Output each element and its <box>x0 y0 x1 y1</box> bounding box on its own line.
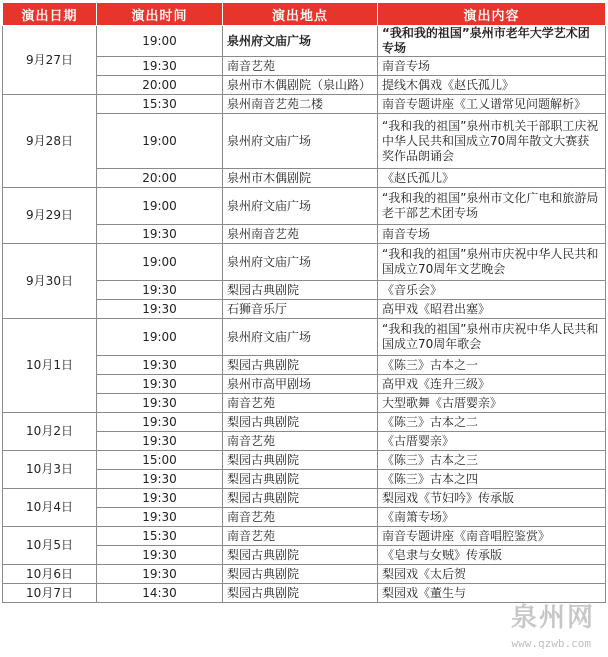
venue-cell: 南音艺苑 <box>223 57 378 76</box>
program-cell: 《陈三》古本之四 <box>378 470 606 489</box>
venue-cell: 泉州府文庙广场 <box>223 114 378 169</box>
time-cell: 19:30 <box>97 375 223 394</box>
watermark-url: www.qzwb.com <box>511 637 591 650</box>
header-time: 演出时间 <box>97 3 223 26</box>
time-cell: 19:30 <box>97 57 223 76</box>
date-cell: 9月29日 <box>3 188 97 244</box>
time-cell: 19:30 <box>97 281 223 300</box>
venue-cell: 梨园古典剧院 <box>223 451 378 470</box>
table-row <box>3 489 606 508</box>
date-cell: 9月27日 <box>3 26 97 95</box>
date-cell: 10月3日 <box>3 451 97 489</box>
venue-cell: 泉州市木偶剧院 <box>223 169 378 188</box>
program-cell: 梨园戏《董生与 <box>378 584 606 603</box>
date-cell: 10月7日 <box>3 584 97 603</box>
time-cell: 19:00 <box>97 26 223 57</box>
program-cell: 高甲戏《昭君出塞》 <box>378 300 606 319</box>
program-cell: 高甲戏《连升三级》 <box>378 375 606 394</box>
table-row <box>3 319 606 356</box>
time-cell: 19:00 <box>97 188 223 225</box>
time-cell: 19:30 <box>97 508 223 527</box>
program-cell: 南音专题讲座《工乂谱常见问题解析》 <box>378 95 606 114</box>
venue-cell: 梨园古典剧院 <box>223 281 378 300</box>
table-row <box>3 95 606 114</box>
venue-cell: 泉州南音艺苑 <box>223 225 378 244</box>
time-cell: 19:30 <box>97 300 223 319</box>
watermark-logo: 泉州网 <box>510 603 595 633</box>
venue-cell: 梨园古典剧院 <box>223 356 378 375</box>
venue-cell: 泉州府文庙广场 <box>223 319 378 356</box>
date-cell: 9月30日 <box>3 244 97 319</box>
time-cell: 19:30 <box>97 432 223 451</box>
header-date: 演出日期 <box>3 3 97 26</box>
program-cell: 提线木偶戏《赵氏孤儿》 <box>378 76 606 95</box>
time-cell: 20:00 <box>97 76 223 95</box>
program-cell: “我和我的祖国”泉州市老年大学艺术团专场 <box>378 26 606 57</box>
program-cell: 大型歌舞《古厝婴亲》 <box>378 394 606 413</box>
venue-cell: 南音艺苑 <box>223 394 378 413</box>
header-row <box>3 3 606 26</box>
venue-cell: 梨园古典剧院 <box>223 546 378 565</box>
date-cell: 10月5日 <box>3 527 97 565</box>
program-cell: 南音专题讲座《南音唱腔鉴赏》 <box>378 527 606 546</box>
program-cell: 《陈三》古本之二 <box>378 413 606 432</box>
time-cell: 19:30 <box>97 565 223 584</box>
table-row <box>3 451 606 470</box>
venue-cell: 梨园古典剧院 <box>223 470 378 489</box>
table-row <box>3 26 606 57</box>
program-cell: 梨园戏《太后贺 <box>378 565 606 584</box>
schedule-body <box>3 26 606 603</box>
venue-cell: 南音艺苑 <box>223 527 378 546</box>
venue-cell: 梨园古典剧院 <box>223 413 378 432</box>
date-cell: 10月6日 <box>3 565 97 584</box>
program-cell: 南音专场 <box>378 57 606 76</box>
program-cell: 《赵氏孤儿》 <box>378 169 606 188</box>
program-cell: “我和我的祖国”泉州市机关干部职工庆祝中华人民共和国成立70周年散文大赛获奖作品朗诵会 <box>378 114 606 169</box>
time-cell: 15:30 <box>97 527 223 546</box>
date-cell: 10月1日 <box>3 319 97 413</box>
time-cell: 19:00 <box>97 319 223 356</box>
time-cell: 15:30 <box>97 95 223 114</box>
date-cell: 9月28日 <box>3 95 97 188</box>
table-row <box>3 527 606 546</box>
venue-cell: 泉州府文庙广场 <box>223 26 378 57</box>
venue-cell: 泉州府文庙广场 <box>223 188 378 225</box>
site-watermark <box>485 603 605 654</box>
program-cell: “我和我的祖国”泉州市庆祝中华人民共和国成立70周年歌会 <box>378 319 606 356</box>
program-cell: “我和我的祖国”泉州市庆祝中华人民共和国成立70周年文艺晚会 <box>378 244 606 281</box>
header-program: 演出内容 <box>378 3 606 26</box>
venue-cell: 南音艺苑 <box>223 508 378 527</box>
time-cell: 15:00 <box>97 451 223 470</box>
program-cell: 《南箫专场》 <box>378 508 606 527</box>
venue-cell: 泉州南音艺苑二楼 <box>223 95 378 114</box>
time-cell: 19:30 <box>97 394 223 413</box>
schedule-table <box>2 2 606 603</box>
time-cell: 19:00 <box>97 114 223 169</box>
venue-cell: 泉州府文庙广场 <box>223 244 378 281</box>
table-row <box>3 413 606 432</box>
time-cell: 19:30 <box>97 356 223 375</box>
date-cell: 10月4日 <box>3 489 97 527</box>
venue-cell: 泉州市木偶剧院（泉山路） <box>223 76 378 95</box>
table-row <box>3 565 606 584</box>
time-cell: 19:30 <box>97 470 223 489</box>
program-cell: 南音专场 <box>378 225 606 244</box>
program-cell: “我和我的祖国”泉州市文化广电和旅游局老干部艺术团专场 <box>378 188 606 225</box>
venue-cell: 石狮音乐厅 <box>223 300 378 319</box>
venue-cell: 泉州市高甲剧场 <box>223 375 378 394</box>
program-cell: 《古厝婴亲》 <box>378 432 606 451</box>
time-cell: 19:00 <box>97 244 223 281</box>
time-cell: 14:30 <box>97 584 223 603</box>
time-cell: 19:30 <box>97 546 223 565</box>
program-cell: 《陈三》古本之三 <box>378 451 606 470</box>
venue-cell: 南音艺苑 <box>223 432 378 451</box>
venue-cell: 梨园古典剧院 <box>223 584 378 603</box>
program-cell: 梨园戏《节妇吟》传承版 <box>378 489 606 508</box>
time-cell: 19:30 <box>97 489 223 508</box>
header-venue: 演出地点 <box>223 3 378 26</box>
venue-cell: 梨园古典剧院 <box>223 565 378 584</box>
program-cell: 《音乐会》 <box>378 281 606 300</box>
time-cell: 19:30 <box>97 225 223 244</box>
table-row <box>3 244 606 281</box>
time-cell: 19:30 <box>97 413 223 432</box>
program-cell: 《皂隶与女贼》传承版 <box>378 546 606 565</box>
time-cell: 20:00 <box>97 169 223 188</box>
program-cell: 《陈三》古本之一 <box>378 356 606 375</box>
date-cell: 10月2日 <box>3 413 97 451</box>
table-row <box>3 188 606 225</box>
venue-cell: 梨园古典剧院 <box>223 489 378 508</box>
